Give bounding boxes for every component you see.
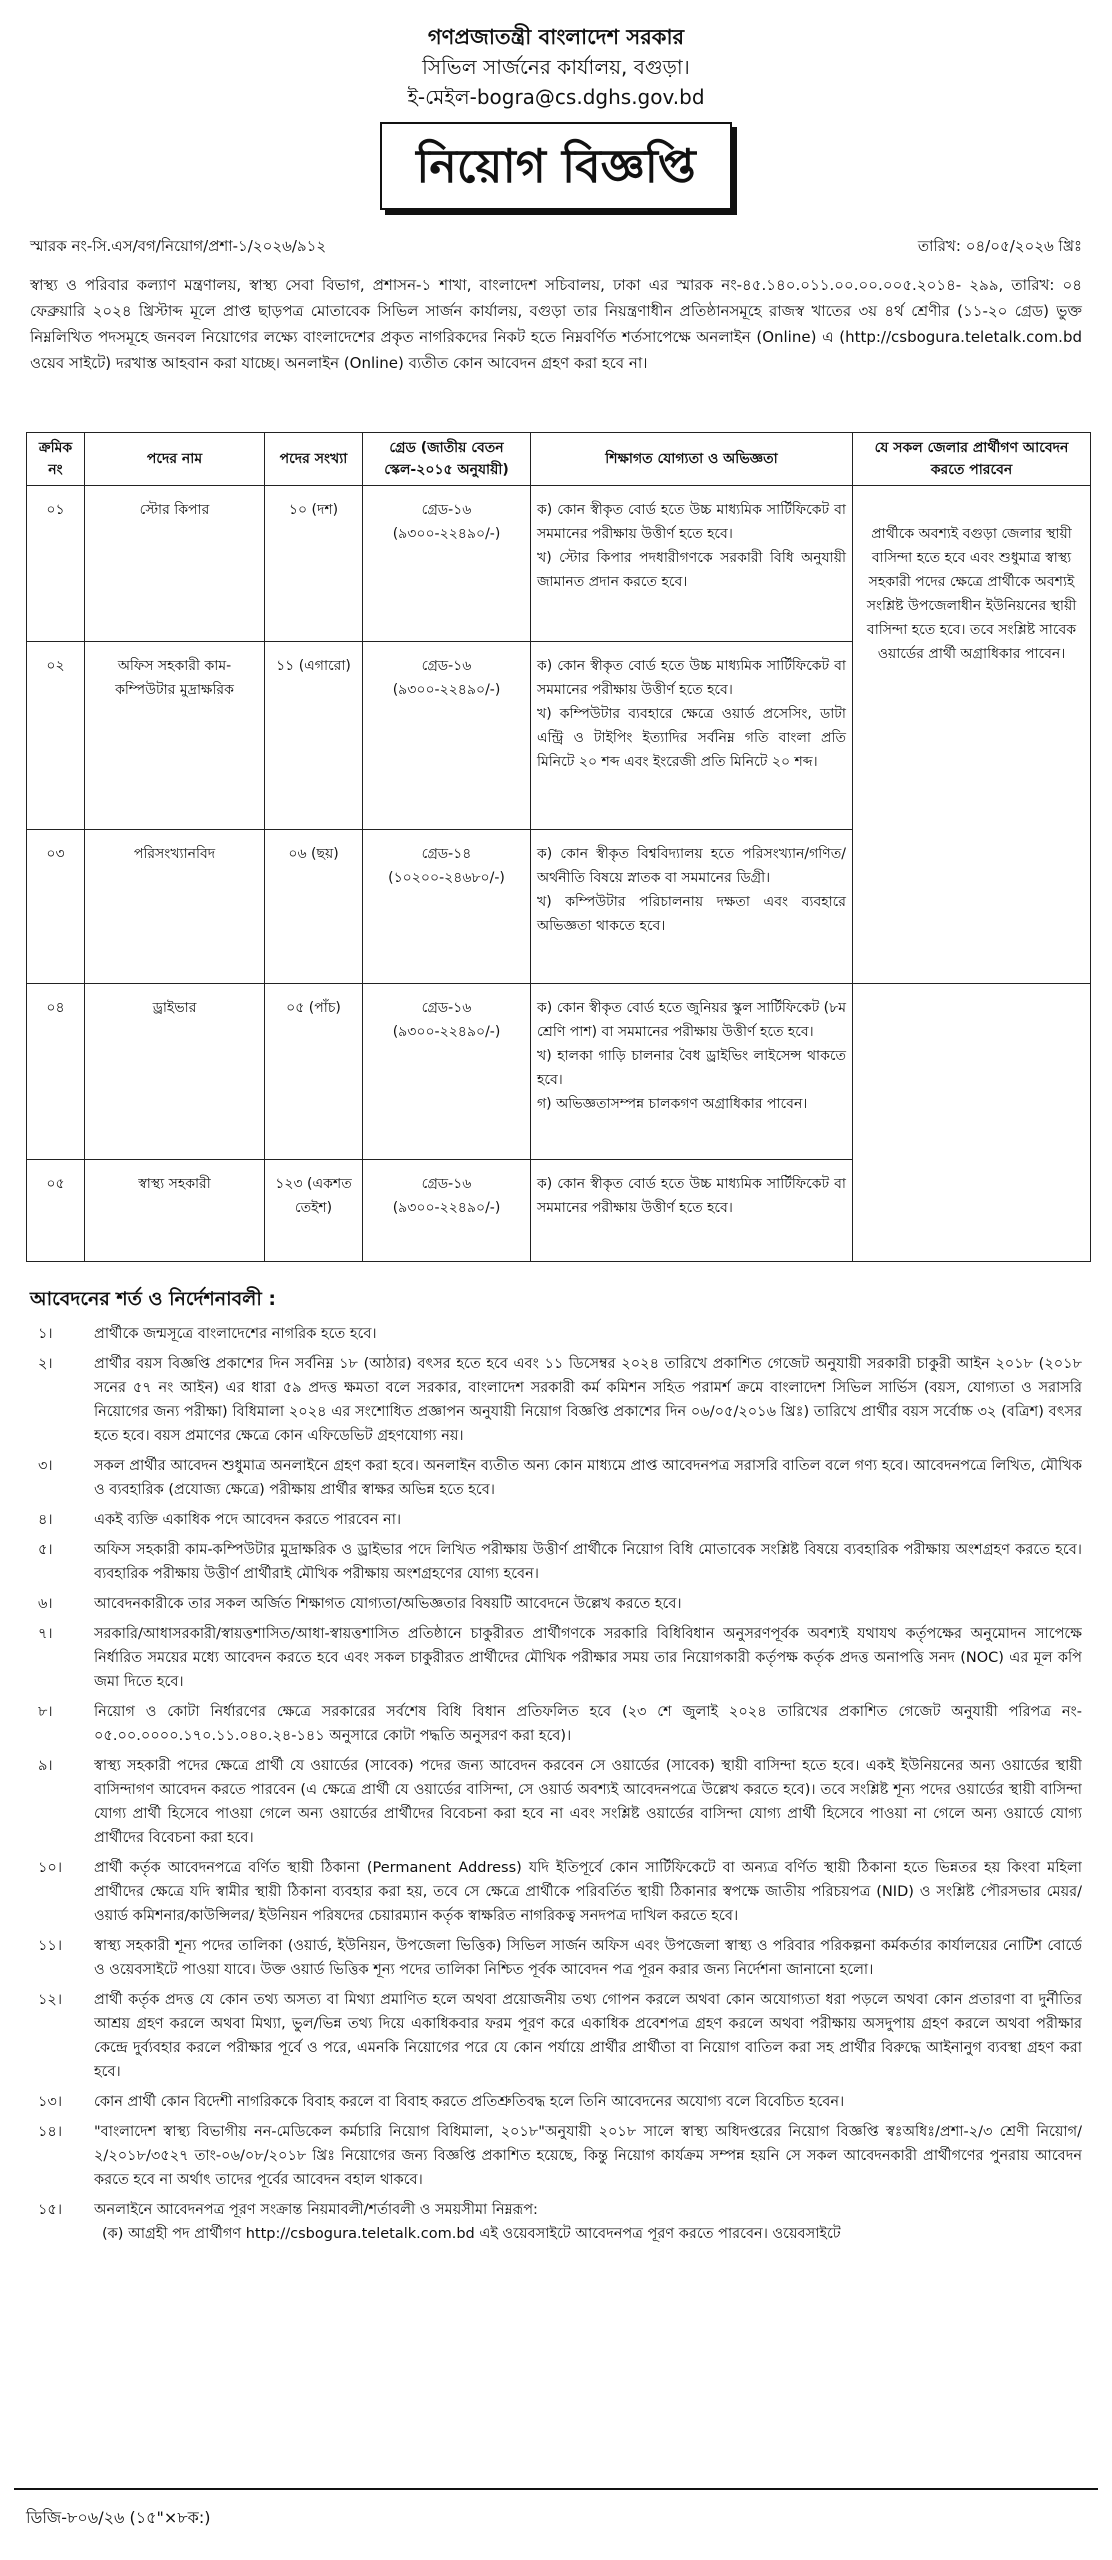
title-wrapper [22, 122, 1090, 222]
row-serial: ০৪ [27, 984, 85, 1160]
row-qualification [531, 642, 853, 830]
row-qualification [531, 486, 853, 642]
condition-item [22, 1592, 1090, 1616]
row-serial: ০৫ [27, 1160, 85, 1262]
footer-code: ডিজি-৮০৬/২৬ (১৫"×৮ক:) [14, 2488, 1098, 2546]
qualification-item: খ) স্টোর কিপার পদধারীগণকে সরকারী বিধি অনুযায়ী জামানত প্রদান করতে হবে। [537, 550, 846, 590]
district-eligibility: প্রার্থীকে অবশ্যই বগুড়া জেলার স্থায়ী বাসিন্দা হতে হবে এবং শুধুমাত্র স্বাস্থ্য সহকারী পদের ক্ষেত্রে প্রার্থীকে অবশ্যই সংশ্লিষ্ট উপজেলাধীন ইউনিয়নের স্থায়ী বাসিন্দা হতে হবে। তবে সংশ্লিষ্ট সাবেক ওয়ার্ডের প্রার্থী অগ্রাধিকার পাবেন। [853, 486, 1091, 984]
row-count: ০৫ (পাঁচ) [265, 984, 363, 1160]
condition-number: ৩। [38, 1458, 53, 1474]
condition-item [22, 1988, 1090, 2084]
condition-item [22, 1856, 1090, 1928]
pay-scale: (১০২০০-২৪৬৮০/-) [388, 870, 505, 886]
condition-item [22, 1538, 1090, 1586]
row-qualification [531, 1160, 853, 1262]
qualification-item: গ) অভিজ্ঞতাসম্পন্ন চালকগণ অগ্রাধিকার পাবেন। [537, 1096, 808, 1112]
condition-item [22, 2090, 1090, 2114]
header-district: যে সকল জেলার প্রার্থীগণ আবেদন করতে পারবেন [853, 433, 1091, 486]
condition-text: প্রার্থীর বয়স বিজ্ঞপ্তি প্রকাশের দিন সর্বনিম্ন ১৮ (আঠার) বৎসর হতে হবে এবং ১১ ডিসেম্বর ২০২৪ তারিখে প্রকাশিত গেজেট অনুযায়ী সরকারী চাকুরী আইন ২০১৮ (২০১৮ সনের ৫৭ নং আইন) এর ধারা ৫৯ প্রদত্ত ক্ষমতা বলে সরকার, বাংলাদেশ সরকারী কর্ম কমিশন সহিত পরামর্শ ক্রমে বাংলাদেশ সিভিল সার্ভিস (বয়স, যোগ্যতা ও সরাসরি নিয়োগের জন্য পরীক্ষা) বিধিমালা ২০২৪ এর সংশোধিত প্রজ্ঞাপন অনুযায়ী নিয়োগ বিজ্ঞপ্তি প্রকাশের দিন ০৬/০৫/২০১৬ খ্রিঃ) তারিখে প্রার্থীর বয়স সর্বোচ্চ ৩২ (বত্রিশ) বৎসর হতে হবে। বয়স প্রমাণের ক্ষেত্রে কোন এফিডেভিট গ্রহণযোগ্য নয়। [94, 1356, 1082, 1444]
reference-line [22, 228, 1090, 264]
notice-date: তারিখ: ০৪/০৫/২০২৬ খ্রিঃ [917, 237, 1082, 255]
condition-item [22, 1454, 1090, 1502]
condition-item [22, 1934, 1090, 1982]
row-grade [363, 486, 531, 642]
sub-condition: (ক) আগ্রহী পদ প্রার্থীগণ http://csbogura.teletalk.com.bd এই ওয়েবসাইটে আবেদনপত্র পূরণ করতে পারবেন। ওয়েবসাইটে [102, 2226, 841, 2242]
condition-text: সরকারি/আধাসরকারী/স্বায়ত্তশাসিত/আধা-স্বায়ত্তশাসিত প্রতিষ্ঠানে চাকুরীরত প্রার্থীগণকে সরকারি বিধিবিধান অনুসরণপূর্বক অবশ্যই যথাযথ কর্তৃপক্ষের অনুমোদন সাপেক্ষে নির্ধারিত সময়ের মধ্যে আবেদন করতে হবে এবং সকল চাকুরীরত প্রার্থীদের মৌখিক পরীক্ষার সময় তার নিয়োগকারী কর্তৃপক্ষ কর্তৃক প্রদত্ত অনাপত্তি সনদ (NOC) এর মূল কপি জমা দিতে হবে। [94, 1626, 1082, 1690]
condition-text: একই ব্যক্তি একাধিক পদে আবেদন করতে পারবেন না। [94, 1512, 402, 1528]
grade-label: গ্রেড-১৬ [421, 502, 472, 518]
condition-item [22, 1700, 1090, 1748]
qualification-item: ক) কোন স্বীকৃত বোর্ড হতে উচ্চ মাধ্যমিক সার্টিফিকেট বা সমমানের পরীক্ষায় উত্তীর্ণ হতে হবে। [537, 658, 846, 698]
condition-number: ৫। [38, 1542, 53, 1558]
condition-text: "বাংলাদেশ স্বাস্থ্য বিভাগীয় নন-মেডিকেল কর্মচারি নিয়োগ বিধিমালা, ২০১৮"অনুযায়ী ২০১৮ সালে স্বাস্থ্য অধিদপ্তরের নিয়োগ বিজ্ঞপ্তি স্বঃঅধিঃ/প্রশা-২/৩ শ্রেণী নিয়োগ/২/২০১৮/৩৫২৭ তাং-০৬/০৮/২০১৮ খ্রিঃ নিয়োগের জন্য বিজ্ঞপ্তি প্রকাশিত হয়েছে, কিন্তু নিয়োগ কার্যক্রম সম্পন্ন হয়নি সে সকল আবেদনকারী প্রার্থীগণের পুনরায় আবেদন করতে হবে না অর্থাৎ তাদের পূর্বের আবেদন বহাল থাকবে। [94, 2124, 1082, 2188]
table-row [27, 486, 1091, 642]
district-empty-cell [853, 984, 1091, 1262]
row-post: পরিসংখ্যানবিদ [85, 830, 265, 984]
grade-label: গ্রেড-১৪ [421, 846, 472, 862]
condition-number: ২। [38, 1356, 53, 1372]
row-post: স্টোর কিপার [85, 486, 265, 642]
condition-number: ৮। [38, 1704, 53, 1720]
qualification-item: খ) কম্পিউটার পরিচালনায় দক্ষতা এবং ব্যবহারে অভিজ্ঞতা থাকতে হবে। [537, 894, 846, 934]
condition-number: ৯। [38, 1758, 53, 1774]
pay-scale: (৯৩০০-২২৪৯০/-) [392, 1200, 501, 1216]
header-qualification: শিক্ষাগত যোগ্যতা ও অভিজ্ঞতা [531, 433, 853, 486]
condition-item [22, 1508, 1090, 1532]
condition-text: সকল প্রার্থীর আবেদন শুধুমাত্র অনলাইনে গ্রহণ করা হবে। অনলাইন ব্যতীত অন্য কোন মাধ্যমে প্রাপ্ত আবেদনপত্র সরাসরি বাতিল বলে গণ্য হবে। আবেদনপত্রে লিখিত, মৌখিক ও ব্যবহারিক (প্রযোজ্য ক্ষেত্রে) পরীক্ষায় প্রার্থীর স্বাক্ষর অভিন্ন হতে হবে। [94, 1458, 1082, 1498]
condition-number: ১১। [38, 1938, 63, 1954]
row-count: ১১ (এগারো) [265, 642, 363, 830]
table-row [27, 984, 1091, 1160]
row-grade [363, 984, 531, 1160]
row-grade [363, 642, 531, 830]
qualification-item: খ) হালকা গাড়ি চালনার বৈধ ড্রাইভিং লাইসেন্স থাকতে হবে। [537, 1048, 846, 1088]
qualification-item: ক) কোন স্বীকৃত বোর্ড হতে জুনিয়র স্কুল সার্টিফিকেট (৮ম শ্রেণি পাশ) বা সমমানের পরীক্ষায় উত্তীর্ণ হতে হবে। [537, 1000, 846, 1040]
conditions-title: আবেদনের শর্ত ও নির্দেশনাবলী : [30, 1288, 276, 1310]
condition-text: কোন প্রার্থী কোন বিদেশী নাগরিককে বিবাহ করলে বা বিবাহ করতে প্রতিশ্রুতিবদ্ধ হলে তিনি আবেদনের অযোগ্য বলে বিবেচিত হবেন। [94, 2094, 845, 2110]
condition-text: অফিস সহকারী কাম-কম্পিউটার মুদ্রাক্ষরিক ও ড্রাইভার পদে লিখিত পরীক্ষায় উত্তীর্ণ প্রার্থীকে নিয়োগ বিধি মোতাবেক সংশ্লিষ্ট বিষয়ে ব্যবহারিক পরীক্ষায় অংশগ্রহণ করতে হবে। ব্যবহারিক পরীক্ষায় উত্তীর্ণ প্রার্থীরাই মৌখিক পরীক্ষায় অংশগ্রহণের যোগ্য হবেন। [94, 1542, 1082, 1582]
row-grade [363, 830, 531, 984]
condition-number: ১৩। [38, 2094, 63, 2110]
grade-label: গ্রেড-১৬ [421, 1176, 472, 1192]
condition-15-text: অনলাইনে আবেদনপত্র পূরণ সংক্রান্ত নিয়মাবলী/শর্তাবলী ও সময়সীমা নিম্নরূপ: [94, 2202, 538, 2218]
condition-number: ৪। [38, 1512, 53, 1528]
row-qualification [531, 984, 853, 1160]
row-serial: ০৩ [27, 830, 85, 984]
condition-item [22, 2198, 1090, 2246]
row-count: ১০ (দশ) [265, 486, 363, 642]
row-post: ড্রাইভার [85, 984, 265, 1160]
condition-number: ১৪। [38, 2124, 63, 2140]
row-count: ০৬ (ছয়) [265, 830, 363, 984]
condition-number: ১। [38, 1326, 53, 1342]
row-post: স্বাস্থ্য সহকারী [85, 1160, 265, 1262]
condition-item [22, 2120, 1090, 2192]
condition-text: প্রার্থী কর্তৃক আবেদনপত্রে বর্ণিত স্থায়ী ঠিকানা (Permanent Address) যদি ইতিপূর্বে কোন সার্টিফিকেটে বা অন্যত্র বর্ণিত স্থায়ী ঠিকানা হতে ভিন্নতর হয় কিংবা মহিলা প্রার্থীদের ক্ষেত্রে যদি স্বামীর স্থায়ী ঠিকানা ব্যবহার করা হয়, তবে সে ক্ষেত্রে প্রার্থীকে পরিবর্তিত স্থায়ী ঠিকানার স্বপক্ষে জাতীয় পরিচয়পত্র (NID) ও সংশ্লিষ্ট পৌরসভার মেয়র/ওয়ার্ড কমিশনার/কাউন্সিলর/ ইউনিয়ন পরিষদের চেয়ারম্যান কর্তৃক স্বাক্ষরিত নাগরিকত্ব সনদপত্র দাখিল করতে হবে। [94, 1860, 1082, 1924]
row-qualification [531, 830, 853, 984]
condition-text: প্রার্থীকে জন্মসূত্রে বাংলাদেশের নাগরিক হতে হবে। [94, 1326, 377, 1342]
letterhead [22, 0, 1090, 112]
qualification-item: ক) কোন স্বীকৃত বোর্ড হতে উচ্চ মাধ্যমিক সার্টিফিকেট বা সমমানের পরীক্ষায় উত্তীর্ণ হতে হবে। [537, 502, 846, 542]
condition-text: স্বাস্থ্য সহকারী পদের ক্ষেত্রে প্রার্থী যে ওয়ার্ডের (সাবেক) পদের জন্য আবেদন করবেন সে ওয়ার্ডের (সাবেক) স্থায়ী বাসিন্দা হতে হবে। একই ইউনিয়নের অন্য ওয়ার্ডের স্থায়ী বাসিন্দাগণ আবেদন করতে পারবেন (এ ক্ষেত্রে প্রার্থী যে ওয়ার্ডের বাসিন্দা, সে ওয়ার্ড অবশ্যই আবেদনপত্রে উল্লেখ করতে হবে)। তবে সংশ্লিষ্ট শূন্য পদের ওয়ার্ডের স্থায়ী বাসিন্দা যোগ্য প্রার্থী হিসেবে পাওয়া গেলে অন্য ওয়ার্ডের প্রার্থীদের বিবেচনা করা হবে না এবং সংশ্লিষ্ট ওয়ার্ডের বাসিন্দা যোগ্য প্রার্থী হিসেবে পাওয়া না গেলে অন্য ওয়ার্ডে যোগ্য প্রার্থীদের বিবেচনা করা হবে। [94, 1758, 1082, 1846]
posts-table [26, 432, 1091, 1262]
row-serial: ০২ [27, 642, 85, 830]
pay-scale: (৯৩০০-২২৪৯০/-) [392, 682, 501, 698]
condition-number: ১০। [38, 1860, 63, 1876]
condition-text: আবেদনকারীকে তার সকল অর্জিত শিক্ষাগত যোগ্যতা/অভিজ্ঞতার বিষয়টি আবেদনে উল্লেখ করতে হবে। [94, 1596, 682, 1612]
condition-text: নিয়োগ ও কোটা নির্ধারণের ক্ষেত্রে সরকারের সর্বশেষ বিধি বিধান প্রতিফলিত হবে (২৩ শে জুলাই ২০২৪ তারিখের প্রকাশিত গেজেট অনুযায়ী পরিপত্র নং- ০৫.০০.০০০০.১৭০.১১.০৪০.২৪-১৪১ অনুসারে কোটা পদ্ধতি অনুসরণ করা হবে)। [94, 1704, 1082, 1744]
govt-name: গণপ্রজাতন্ত্রী বাংলাদেশ সরকার [427, 25, 685, 49]
header-serial: ক্রমিক নং [27, 433, 85, 486]
notice-title: নিয়োগ বিজ্ঞপ্তি [380, 122, 731, 210]
condition-number: ৭। [38, 1626, 53, 1642]
condition-number: ১২। [38, 1992, 63, 2008]
row-post: অফিস সহকারী কাম-কম্পিউটার মুদ্রাক্ষরিক [85, 642, 265, 830]
header-post: পদের নাম [85, 433, 265, 486]
qualification-item: ক) কোন স্বীকৃত বোর্ড হতে উচ্চ মাধ্যমিক সার্টিফিকেট বা সমমানের পরীক্ষায় উত্তীর্ণ হতে হবে। [537, 1176, 846, 1216]
header-count: পদের সংখ্যা [265, 433, 363, 486]
grade-label: গ্রেড-১৬ [421, 1000, 472, 1016]
header-grade: গ্রেড (জাতীয় বেতন স্কেল-২০১৫ অনুযায়ী) [363, 433, 531, 486]
pay-scale: (৯৩০০-২২৪৯০/-) [392, 1024, 501, 1040]
memo-number: স্মারক নং-সি.এস/বগ/নিয়োগ/প্রশা-১/২০২৬/৯১২ [30, 237, 327, 255]
qualification-item: খ) কম্পিউটার ব্যবহারে ক্ষেত্রে ওয়ার্ড প্রসেসিং, ডাটা এন্ট্রি ও টাইপিং ইত্যাদির সর্বনিম্ন গতি বাংলা প্রতি মিনিটে ২০ শব্দ এবং ইংরেজী প্রতি মিনিটে ২০ শব্দ। [537, 706, 846, 770]
condition-text: স্বাস্থ্য সহকারী শূন্য পদের তালিকা (ওয়ার্ড, ইউনিয়ন, উপজেলা ভিত্তিক) সিভিল সার্জন অফিস এবং উপজেলা স্বাস্থ্য ও পরিবার পরিকল্পনা কর্মকর্তার কার্যালয়ের নোটিশ বোর্ডে ও ওয়েবসাইটে পাওয়া যাবে। উক্ত ওয়ার্ড ভিত্তিক শূন্য পদের তালিকা নিশ্চিত পূর্বক আবেদন পত্র পূরন করার জন্য নির্দেশনা জানানো হলো। [94, 1938, 1082, 1978]
table-header-row [27, 433, 1091, 486]
condition-item [22, 1754, 1090, 1850]
conditions-list [22, 1322, 1090, 2246]
condition-number: ৬। [38, 1596, 53, 1612]
office-email: ই-মেইল-bogra@cs.dghs.gov.bd [407, 85, 705, 109]
condition-text: প্রার্থী কর্তৃক প্রদত্ত যে কোন তথ্য অসত্য বা মিথ্যা প্রমাণিত হলে অথবা প্রয়োজনীয় তথ্য গোপন করলে অথবা কোন অযোগ্যতা ধরা পড়লে অথবা কোন প্রতারণা বা দুর্নীতির আশ্রয় গ্রহণ করলে অথবা মিথ্যা, ভুল/ভিন্ন তথ্য দিয়ে একাধিকবার ফরম পূরণ করে একাধিক প্রবেশপত্র গ্রহণ করলে অথবা পরীক্ষায় অসদুপায় গ্রহণ করলে অথবা পরীক্ষার কেন্দ্রে দুর্ব্যবহার করলে পরীক্ষার পূর্বে ও পরে, এমনকি নিয়োগের পরে যে কোন পর্যায়ে প্রার্থীর প্রার্থীতা বা নিয়োগ বাতিল করা সহ প্রার্থীর বিরুদ্ধে আইনানুগ ব্যবস্থা গ্রহণ করা হবে। [94, 1992, 1082, 2080]
pay-scale: (৯৩০০-২২৪৯০/-) [392, 526, 501, 542]
condition-item [22, 1322, 1090, 1346]
qualification-item: ক) কোন স্বীকৃত বিশ্ববিদ্যালয় হতে পরিসংখ্যান/গণিত/অর্থনীতি বিষয়ে স্নাতক বা সমমানের ডিগ্রী। [537, 846, 846, 886]
row-count: ১২৩ (একশত তেইশ) [265, 1160, 363, 1262]
intro-paragraph: স্বাস্থ্য ও পরিবার কল্যাণ মন্ত্রণালয়, স্বাস্থ্য সেবা বিভাগ, প্রশাসন-১ শাখা, বাংলাদেশ সচিবালয়, ঢাকা এর স্মারক নং-৪৫.১৪০.০১১.০০.০০.০০৫.২০১৪- ২৯৯, তারিখ: ০৪ ফেব্রুয়ারি ২০২৪ খ্রিস্টাব্দ মূলে প্রাপ্ত ছাড়পত্র মোতাবেক সিভিল সার্জন কার্যালয়, বগুড়া তার নিয়ন্ত্রণাধীন প্রতিষ্ঠানসমূহে রাজস্ব খাতের ৩য় ৪র্থ শ্রেণীর (১১-২০ গ্রেড) ভুক্ত নিম্নলিখিত পদসমূহে জনবল নিয়োগের লক্ষ্যে বাংলাদেশের প্রকৃত নাগরিকদের নিকট হতে নিম্নবর্ণিত শর্তসাপেক্ষে অনলাইন (Online) এ (http://csbogura.teletalk.com.bd ওয়েব সাইটে) দরখাস্ত আহবান করা যাচ্ছে। অনলাইন (Online) ব্যতীত কোন আবেদন গ্রহণ করা হবে না। [30, 276, 1082, 372]
condition-item [22, 1622, 1090, 1694]
condition-item [22, 1352, 1090, 1448]
condition-text [94, 2198, 1082, 2246]
grade-label: গ্রেড-১৬ [421, 658, 472, 674]
row-grade [363, 1160, 531, 1262]
condition-number: ১৫। [38, 2202, 63, 2218]
office-name: সিভিল সার্জনের কার্যালয়, বগুড়া। [422, 55, 690, 79]
row-serial: ০১ [27, 486, 85, 642]
